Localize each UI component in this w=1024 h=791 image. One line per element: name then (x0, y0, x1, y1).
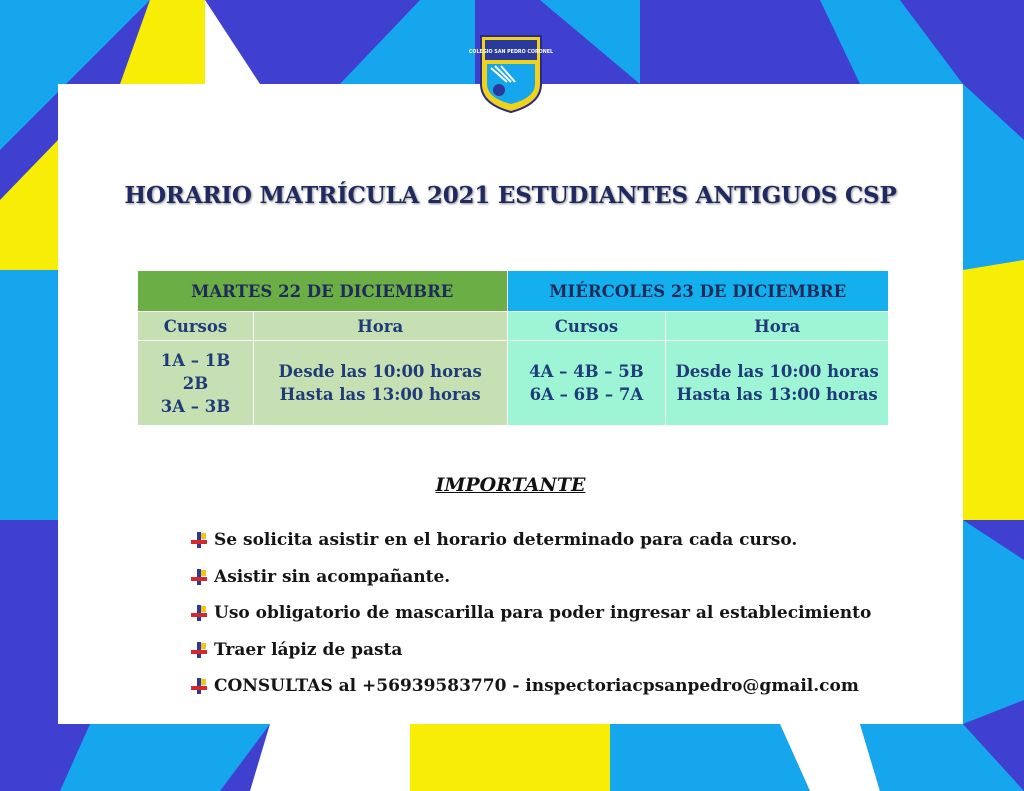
list-item-text: CONSULTAS al +56939583770 - inspectoriacpsanpedro@gmail.com (214, 676, 859, 697)
important-heading: IMPORTANTE (435, 474, 586, 496)
hora-line: Desde las 10:00 horas (675, 362, 879, 381)
cursos-cell (138, 341, 254, 426)
cross-bullet-icon (190, 531, 208, 549)
curso-line: 3A – 3B (160, 396, 231, 416)
curso-line: 1A – 1B (160, 350, 231, 370)
school-crest-icon (468, 32, 554, 114)
list-item (190, 559, 871, 596)
hora-line: Hasta las 13:00 horas (279, 385, 481, 404)
list-item (190, 522, 871, 559)
list-item (190, 668, 871, 705)
cross-bullet-icon (190, 641, 208, 659)
list-item-text: Traer lápiz de pasta (214, 639, 403, 660)
hora-line: Hasta las 13:00 horas (676, 385, 878, 404)
crest-text: COLEGIO SAN PEDRO CORONEL (468, 50, 554, 55)
cross-bullet-icon (190, 568, 208, 586)
day-header-wednesday: MIÉRCOLES 23 DE DICIEMBRE (507, 271, 889, 312)
list-item-text: Se solicita asistir en el horario determinado para cada curso. (214, 530, 798, 551)
column-header-cursos: Cursos (138, 312, 254, 341)
school-crest (468, 32, 554, 114)
important-list (190, 522, 871, 705)
cross-bullet-icon (190, 604, 208, 622)
cross-bullet-icon (190, 677, 208, 695)
hora-line: Desde las 10:00 horas (278, 362, 482, 381)
list-item-text: Asistir sin acompañante. (214, 566, 451, 587)
column-header-hora: Hora (253, 312, 507, 341)
page-title: HORARIO MATRÍCULA 2021 ESTUDIANTES ANTIGUOS CSP (124, 182, 897, 209)
schedule-table (137, 270, 889, 426)
day-header-tuesday: MARTES 22 DE DICIEMBRE (138, 271, 508, 312)
curso-line: 6A – 6B – 7A (529, 385, 644, 404)
curso-line: 2B (182, 373, 209, 393)
hora-cell (253, 341, 507, 426)
hora-cell (666, 341, 889, 426)
cursos-cell (507, 341, 666, 426)
list-item (190, 595, 871, 632)
curso-line: 4A – 4B – 5B (529, 362, 644, 381)
list-item (190, 632, 871, 669)
column-header-hora: Hora (666, 312, 889, 341)
list-item-text: Uso obligatorio de mascarilla para poder ingresar al establecimiento (214, 603, 872, 624)
column-header-cursos: Cursos (507, 312, 666, 341)
